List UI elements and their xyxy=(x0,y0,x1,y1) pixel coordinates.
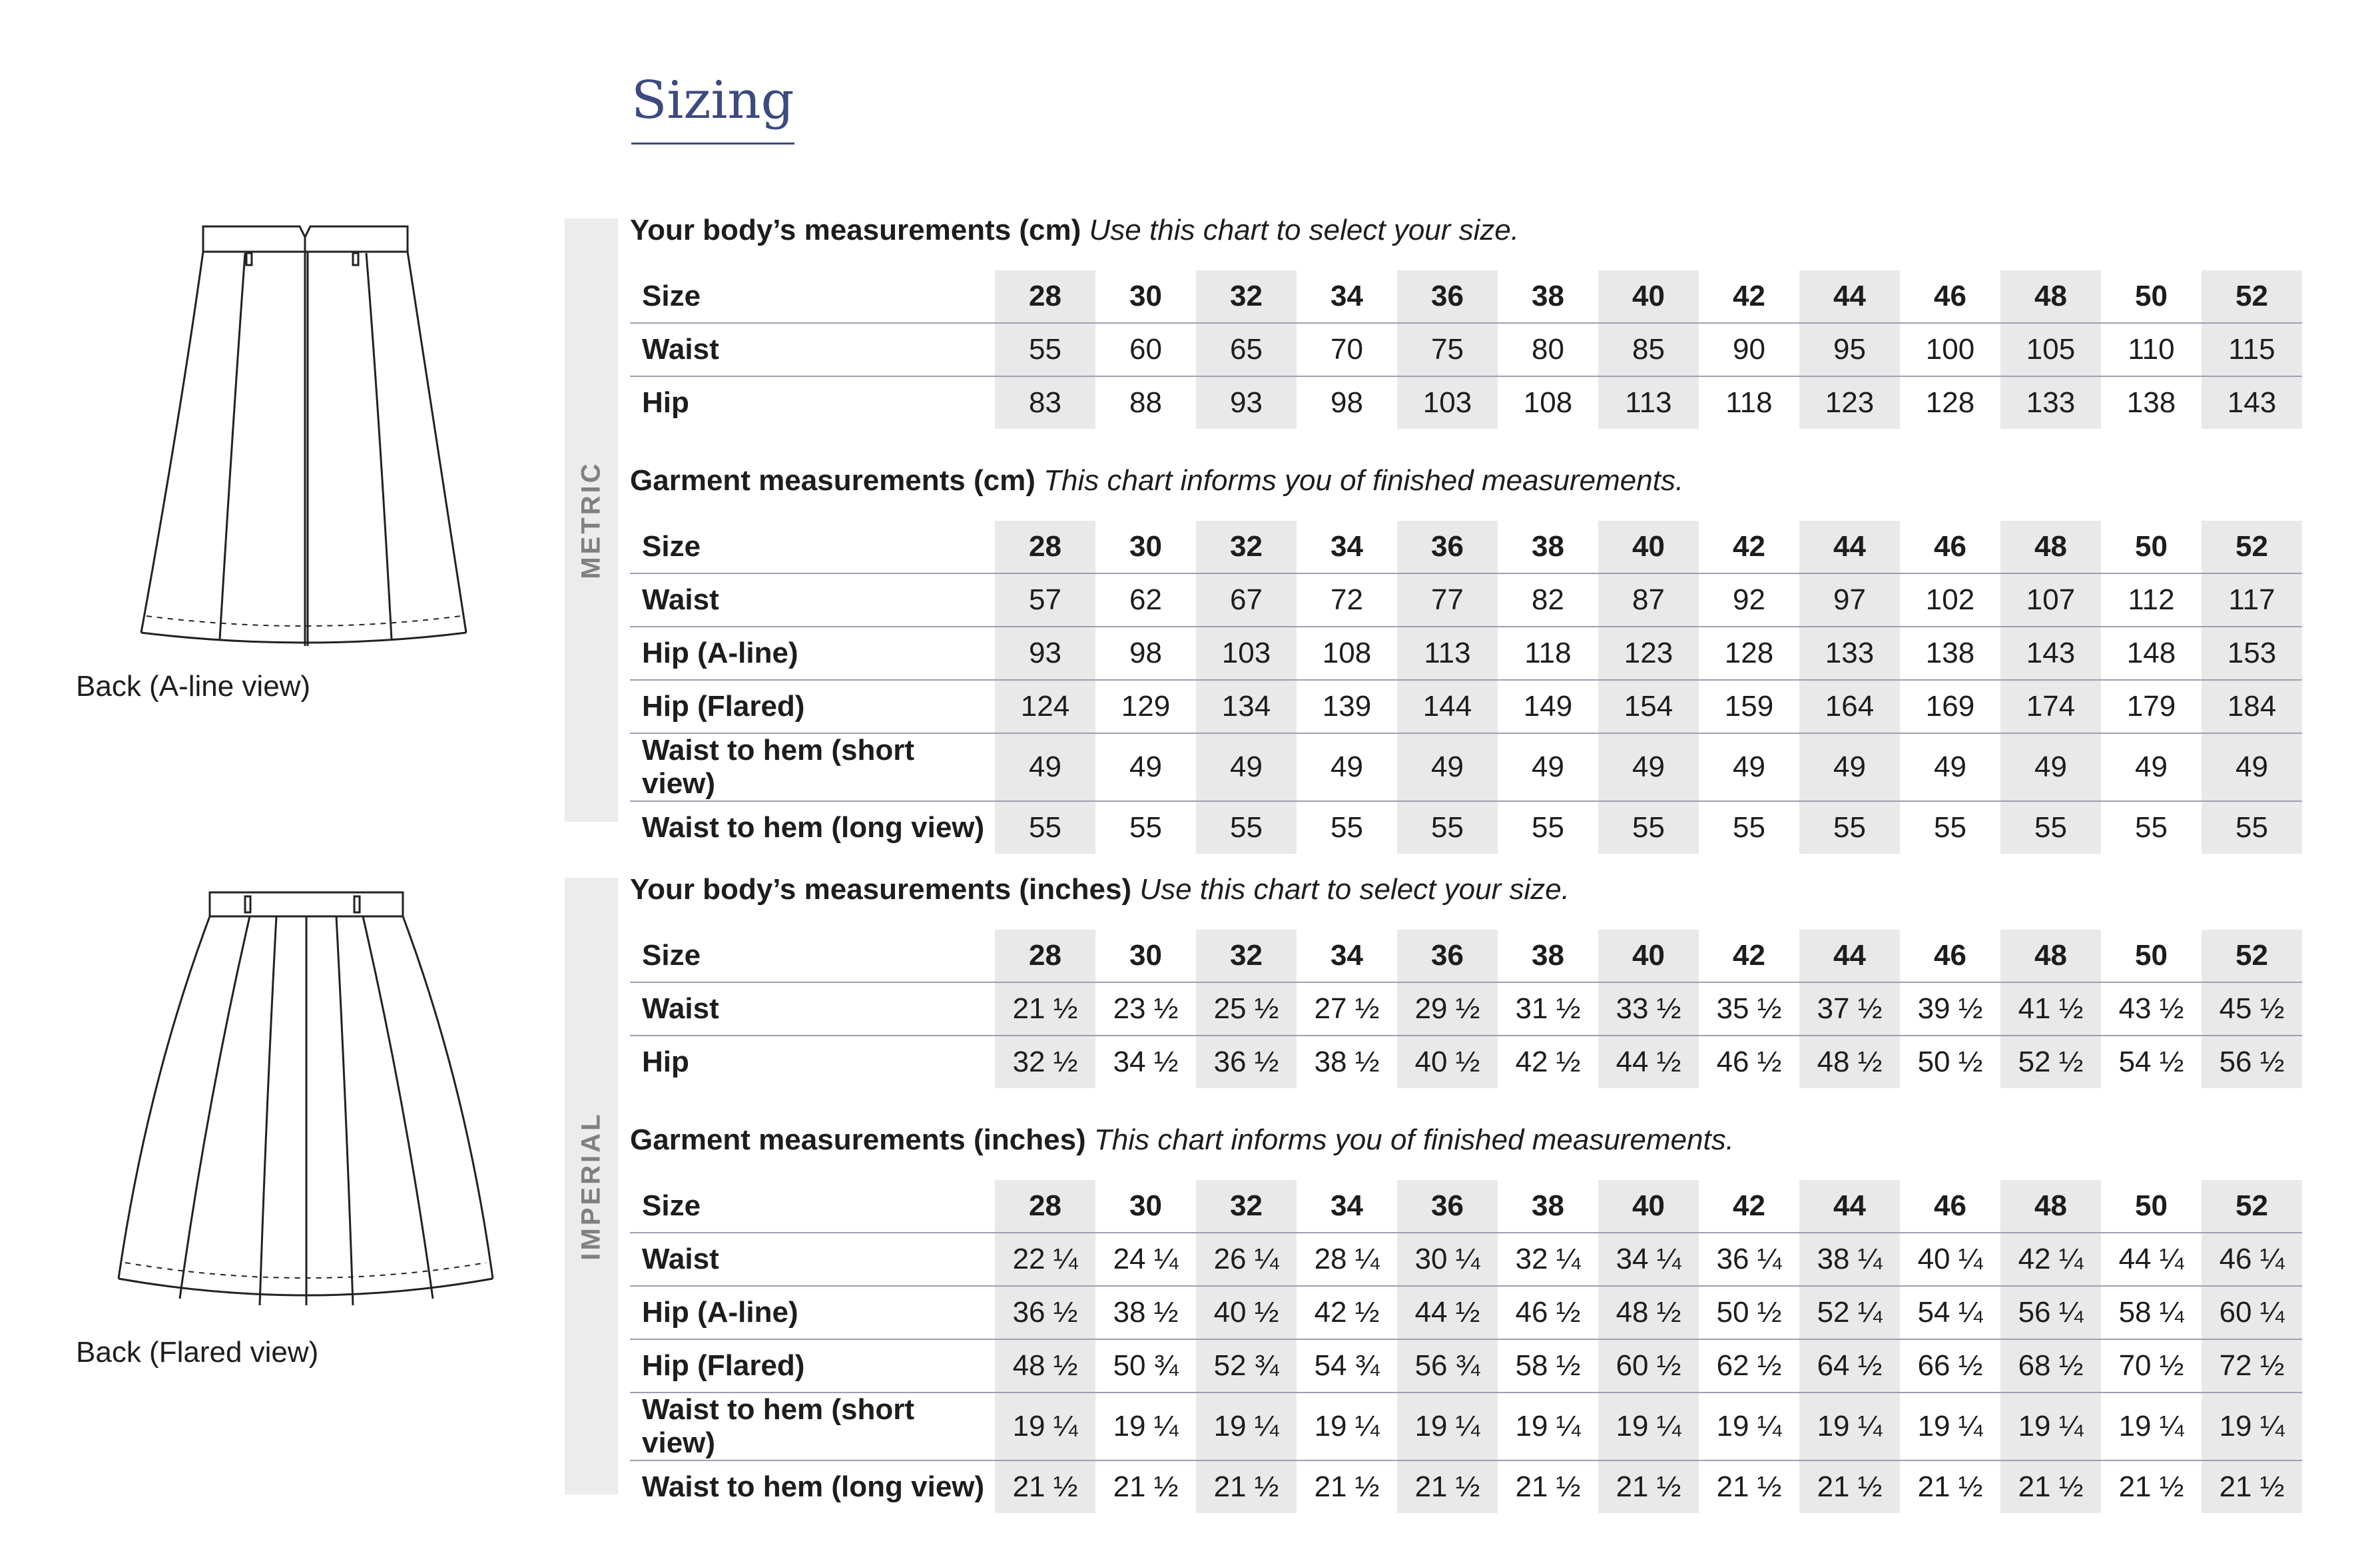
value-cell: 85 xyxy=(1598,323,1699,376)
value-cell: 21 ½ xyxy=(2000,1460,2101,1513)
value-cell: 46 ½ xyxy=(1716,1046,1782,1078)
value-cell: 50 ¾ xyxy=(1095,1339,1196,1393)
size-cell: 40 xyxy=(1598,1180,1699,1233)
value-cell: 34 ½ xyxy=(1113,1046,1179,1078)
row-label: Size xyxy=(630,930,995,982)
size-cell: 32 xyxy=(1196,270,1297,323)
value-cell: 36 ½ xyxy=(1196,1036,1297,1088)
section-body-cm xyxy=(630,213,2308,429)
value-cell: 102 xyxy=(1900,573,2000,627)
size-cell: 38 xyxy=(1498,521,1598,573)
row-label: Hip xyxy=(642,386,689,419)
value-cell: 55 xyxy=(1397,801,1498,854)
value-cell: 49 xyxy=(995,733,1095,801)
value-cell: 19 ¼ xyxy=(2101,1393,2202,1460)
value-cell: 56 ¾ xyxy=(1397,1339,1498,1393)
size-cell: 36 xyxy=(1397,521,1498,573)
value-cell: 65 xyxy=(1196,323,1297,376)
value-cell: 62 ½ xyxy=(1699,1339,1799,1393)
row-label: Hip (A-line) xyxy=(630,1286,995,1339)
size-cell: 48 xyxy=(2000,930,2101,982)
heading-italic-text: This chart informs you of finished measurements. xyxy=(1093,1123,1734,1156)
value-cell: 49 xyxy=(1498,733,1598,801)
value-cell: 19 ¼ xyxy=(1297,1393,1397,1460)
value-cell: 108 xyxy=(1297,627,1397,680)
size-cell: 38 xyxy=(1498,930,1598,982)
table-row xyxy=(630,1339,2302,1393)
value-cell: 19 ¼ xyxy=(1196,1393,1297,1460)
figure-caption-flared: Back (Flared view) xyxy=(76,1336,319,1369)
value-cell: 58 ¼ xyxy=(2101,1286,2202,1339)
value-cell: 46 ¼ xyxy=(2202,1233,2302,1286)
value-cell: 153 xyxy=(2202,627,2302,680)
value-cell: 108 xyxy=(1523,386,1573,419)
value-cell: 60 xyxy=(1095,323,1196,376)
value-cell: 54 ¼ xyxy=(1900,1286,2000,1339)
value-cell: 49 xyxy=(1095,733,1196,801)
row-label: Size xyxy=(630,521,995,573)
table-row xyxy=(630,376,2302,429)
metric-band xyxy=(565,218,618,822)
value-cell: 21 ½ xyxy=(1113,1470,1179,1503)
value-cell: 21 ½ xyxy=(2202,1460,2302,1513)
value-cell: 98 xyxy=(1331,386,1363,419)
value-cell: 80 xyxy=(1498,323,1598,376)
value-cell: 83 xyxy=(995,376,1095,429)
value-cell: 54 ¾ xyxy=(1297,1339,1397,1393)
value-cell: 42 ½ xyxy=(1515,1046,1581,1078)
value-cell: 28 ¼ xyxy=(1297,1233,1397,1286)
size-cell: 52 xyxy=(2202,521,2302,573)
size-cell: 30 xyxy=(1095,930,1196,982)
value-cell: 93 xyxy=(995,627,1095,680)
size-cell: 52 xyxy=(2202,930,2302,982)
value-cell: 19 ¼ xyxy=(2000,1393,2101,1460)
size-cell: 40 xyxy=(1598,930,1699,982)
size-cell: 48 xyxy=(2000,1180,2101,1233)
value-cell: 154 xyxy=(1598,680,1699,733)
size-cell: 48 xyxy=(2000,270,2101,323)
value-cell: 138 xyxy=(2126,386,2176,419)
value-cell: 118 xyxy=(1725,386,1773,419)
value-cell: 35 ½ xyxy=(1699,982,1799,1036)
size-cell: 44 xyxy=(1799,1180,1900,1233)
value-cell: 19 ¼ xyxy=(1900,1393,2000,1460)
row-label: Waist xyxy=(630,1233,995,1286)
value-cell: 29 ½ xyxy=(1397,982,1498,1036)
heading-bold-text: Garment measurements (inches) xyxy=(630,1123,1086,1156)
value-cell: 60 ¼ xyxy=(2202,1286,2302,1339)
value-cell: 112 xyxy=(2101,573,2202,627)
value-cell: 55 xyxy=(1799,801,1900,854)
value-cell: 133 xyxy=(1799,627,1900,680)
value-cell: 118 xyxy=(1498,627,1598,680)
value-cell: 49 xyxy=(2101,733,2202,801)
value-cell: 21 ½ xyxy=(995,1460,1095,1513)
value-cell: 30 ¼ xyxy=(1397,1233,1498,1286)
value-cell: 27 ½ xyxy=(1297,982,1397,1036)
size-cell: 34 xyxy=(1297,930,1397,982)
heading-bold-text: Your body’s measurements (inches) xyxy=(630,873,1132,906)
value-cell: 55 xyxy=(1532,811,1564,844)
value-cell: 55 xyxy=(1196,801,1297,854)
row-label: Waist xyxy=(630,573,995,627)
size-cell: 34 xyxy=(1297,270,1397,323)
value-cell: 56 ½ xyxy=(2202,1036,2302,1088)
table-row xyxy=(630,1286,2302,1339)
value-cell: 49 xyxy=(1799,733,1900,801)
size-cell: 40 xyxy=(1598,521,1699,573)
value-cell: 68 ½ xyxy=(2000,1339,2101,1393)
size-row xyxy=(630,1180,2302,1233)
value-cell: 52 ¼ xyxy=(1799,1286,1900,1339)
value-cell: 49 xyxy=(1196,733,1297,801)
value-cell: 38 ¼ xyxy=(1799,1233,1900,1286)
value-cell: 38 ½ xyxy=(1095,1286,1196,1339)
size-cell: 50 xyxy=(2101,521,2202,573)
value-cell: 159 xyxy=(1699,680,1799,733)
size-cell: 28 xyxy=(995,1180,1095,1233)
size-cell: 50 xyxy=(2101,270,2202,323)
value-cell: 55 xyxy=(1331,811,1363,844)
value-cell: 64 ½ xyxy=(1799,1339,1900,1393)
size-cell: 30 xyxy=(1095,521,1196,573)
row-label: Waist to hem (long view) xyxy=(642,811,985,844)
value-cell: 19 ¼ xyxy=(1799,1393,1900,1460)
value-cell: 55 xyxy=(2202,801,2302,854)
value-cell: 143 xyxy=(2000,627,2101,680)
value-cell: 55 xyxy=(1598,801,1699,854)
table-row xyxy=(630,982,2302,1036)
size-cell: 32 xyxy=(1196,521,1297,573)
size-cell: 32 xyxy=(1196,1180,1297,1233)
value-cell: 55 xyxy=(1733,811,1765,844)
value-cell: 50 ½ xyxy=(1699,1286,1799,1339)
size-cell: 52 xyxy=(2202,270,2302,323)
heading-bold-text: Garment measurements (cm) xyxy=(630,464,1036,497)
value-cell: 117 xyxy=(2202,573,2302,627)
value-cell: 105 xyxy=(2000,323,2101,376)
value-cell: 36 ¼ xyxy=(1699,1233,1799,1286)
measurement-table xyxy=(630,270,2302,429)
value-cell: 44 ¼ xyxy=(2101,1233,2202,1286)
value-cell: 75 xyxy=(1397,323,1498,376)
value-cell: 49 xyxy=(2000,733,2101,801)
size-cell: 36 xyxy=(1397,270,1498,323)
value-cell: 149 xyxy=(1498,680,1598,733)
metric-label: METRIC xyxy=(576,461,606,579)
value-cell: 55 xyxy=(1934,811,1966,844)
size-cell: 46 xyxy=(1900,270,2000,323)
size-cell: 50 xyxy=(2101,1180,2202,1233)
value-cell: 49 xyxy=(1397,733,1498,801)
imperial-label: IMPERIAL xyxy=(576,1111,606,1261)
table-row xyxy=(630,1393,2302,1460)
size-cell: 52 xyxy=(2202,1180,2302,1233)
value-cell: 77 xyxy=(1397,573,1498,627)
value-cell: 56 ¼ xyxy=(2000,1286,2101,1339)
value-cell: 48 ½ xyxy=(1799,1036,1900,1088)
size-cell: 28 xyxy=(995,930,1095,982)
size-cell: 38 xyxy=(1498,1180,1598,1233)
value-cell: 55 xyxy=(2000,801,2101,854)
value-cell: 179 xyxy=(2101,680,2202,733)
value-cell: 42 ¼ xyxy=(2000,1233,2101,1286)
value-cell: 144 xyxy=(1397,680,1498,733)
size-cell: 44 xyxy=(1799,521,1900,573)
value-cell: 48 ½ xyxy=(995,1339,1095,1393)
value-cell: 55 xyxy=(2135,811,2168,844)
value-cell: 103 xyxy=(1397,376,1498,429)
value-cell: 95 xyxy=(1799,323,1900,376)
value-cell: 19 ¼ xyxy=(1095,1393,1196,1460)
value-cell: 67 xyxy=(1196,573,1297,627)
row-label: Waist xyxy=(630,982,995,1036)
measurement-table xyxy=(630,521,2302,854)
value-cell: 19 ¼ xyxy=(1598,1393,1699,1460)
value-cell: 133 xyxy=(2000,376,2101,429)
value-cell: 174 xyxy=(2000,680,2101,733)
value-cell: 34 ¼ xyxy=(1598,1233,1699,1286)
value-cell: 52 ½ xyxy=(2000,1036,2101,1088)
size-row xyxy=(630,930,2302,982)
size-cell: 42 xyxy=(1699,521,1799,573)
table-row xyxy=(630,627,2302,680)
section-garment-cm xyxy=(630,464,2308,854)
value-cell: 23 ½ xyxy=(1095,982,1196,1036)
size-cell: 50 xyxy=(2101,930,2202,982)
value-cell: 87 xyxy=(1598,573,1699,627)
heading-italic-text: This chart informs you of finished measurements. xyxy=(1043,464,1684,497)
size-cell: 30 xyxy=(1095,1180,1196,1233)
page-title: Sizing xyxy=(631,75,794,145)
size-cell: 42 xyxy=(1699,270,1799,323)
value-cell: 115 xyxy=(2202,323,2302,376)
value-cell: 39 ½ xyxy=(1900,982,2000,1036)
size-cell: 32 xyxy=(1196,930,1297,982)
row-label: Hip (A-line) xyxy=(630,627,995,680)
value-cell: 21 ½ xyxy=(1598,1460,1699,1513)
value-cell: 123 xyxy=(1799,376,1900,429)
value-cell: 70 ½ xyxy=(2101,1339,2202,1393)
value-cell: 50 ½ xyxy=(1917,1046,1983,1078)
value-cell: 19 ¼ xyxy=(1699,1393,1799,1460)
value-cell: 37 ½ xyxy=(1799,982,1900,1036)
value-cell: 60 ½ xyxy=(1598,1339,1699,1393)
value-cell: 90 xyxy=(1699,323,1799,376)
size-cell: 42 xyxy=(1699,1180,1799,1233)
value-cell: 143 xyxy=(2202,376,2302,429)
measurement-table xyxy=(630,930,2302,1088)
size-cell: 34 xyxy=(1297,1180,1397,1233)
imperial-band xyxy=(565,878,618,1494)
size-cell: 46 xyxy=(1900,521,2000,573)
table-row xyxy=(630,733,2302,801)
row-label: Hip (Flared) xyxy=(630,1339,995,1393)
value-cell: 139 xyxy=(1297,680,1397,733)
value-cell: 46 ½ xyxy=(1498,1286,1598,1339)
value-cell: 21 ½ xyxy=(1917,1470,1983,1503)
row-label: Size xyxy=(630,270,995,323)
value-cell: 19 ¼ xyxy=(1498,1393,1598,1460)
value-cell: 148 xyxy=(2101,627,2202,680)
value-cell: 21 ½ xyxy=(1314,1470,1380,1503)
value-cell: 72 xyxy=(1297,573,1397,627)
size-cell: 48 xyxy=(2000,521,2101,573)
value-cell: 52 ¾ xyxy=(1196,1339,1297,1393)
value-cell: 55 xyxy=(995,323,1095,376)
table-row xyxy=(630,1460,2302,1513)
row-label: Size xyxy=(630,1180,995,1233)
size-cell: 44 xyxy=(1799,270,1900,323)
size-cell: 44 xyxy=(1799,930,1900,982)
value-cell: 107 xyxy=(2000,573,2101,627)
value-cell: 26 ¼ xyxy=(1196,1233,1297,1286)
value-cell: 138 xyxy=(1900,627,2000,680)
heading-italic-text: Use this chart to select your size. xyxy=(1139,873,1570,906)
value-cell: 88 xyxy=(1129,386,1162,419)
value-cell: 49 xyxy=(2202,733,2302,801)
row-label: Waist to hem (short view) xyxy=(630,733,995,801)
row-label: Hip xyxy=(642,1046,689,1078)
value-cell: 44 ½ xyxy=(1397,1286,1498,1339)
value-cell: 98 xyxy=(1095,627,1196,680)
value-cell: 70 xyxy=(1297,323,1397,376)
value-cell: 32 ¼ xyxy=(1498,1233,1598,1286)
size-cell: 42 xyxy=(1699,930,1799,982)
value-cell: 72 ½ xyxy=(2202,1339,2302,1393)
value-cell: 124 xyxy=(995,680,1095,733)
size-cell: 28 xyxy=(995,270,1095,323)
value-cell: 48 ½ xyxy=(1598,1286,1699,1339)
value-cell: 19 ¼ xyxy=(1397,1393,1498,1460)
row-label: Waist to hem (short view) xyxy=(630,1393,995,1460)
value-cell: 49 xyxy=(1699,733,1799,801)
size-row xyxy=(630,521,2302,573)
value-cell: 93 xyxy=(1196,376,1297,429)
value-cell: 169 xyxy=(1900,680,2000,733)
value-cell: 113 xyxy=(1397,627,1498,680)
size-cell: 36 xyxy=(1397,930,1498,982)
value-cell: 49 xyxy=(1598,733,1699,801)
value-cell: 134 xyxy=(1196,680,1297,733)
section-heading xyxy=(630,464,2308,503)
value-cell: 123 xyxy=(1598,627,1699,680)
heading-bold-text: Your body’s measurements (cm) xyxy=(630,214,1081,246)
value-cell: 21 ½ xyxy=(1196,1460,1297,1513)
table-row xyxy=(630,680,2302,733)
value-cell: 57 xyxy=(995,573,1095,627)
value-cell: 21 ½ xyxy=(1799,1460,1900,1513)
value-cell: 44 ½ xyxy=(1598,1036,1699,1088)
value-cell: 40 ½ xyxy=(1196,1286,1297,1339)
size-cell: 36 xyxy=(1397,1180,1498,1233)
table-row xyxy=(630,801,2302,854)
row-label: Waist xyxy=(630,323,995,376)
value-cell: 103 xyxy=(1196,627,1297,680)
value-cell: 49 xyxy=(1900,733,2000,801)
value-cell: 22 ¼ xyxy=(995,1233,1095,1286)
value-cell: 129 xyxy=(1095,680,1196,733)
size-cell: 46 xyxy=(1900,1180,2000,1233)
section-heading xyxy=(630,1123,2308,1163)
size-cell: 46 xyxy=(1900,930,2000,982)
value-cell: 97 xyxy=(1799,573,1900,627)
value-cell: 55 xyxy=(1129,811,1162,844)
value-cell: 21 ½ xyxy=(2118,1470,2184,1503)
value-cell: 43 ½ xyxy=(2101,982,2202,1036)
table-row xyxy=(630,1036,2302,1088)
value-cell: 164 xyxy=(1799,680,1900,733)
value-cell: 41 ½ xyxy=(2000,982,2101,1036)
value-cell: 19 ¼ xyxy=(2202,1393,2302,1460)
value-cell: 184 xyxy=(2202,680,2302,733)
value-cell: 19 ¼ xyxy=(995,1393,1095,1460)
row-label: Hip (Flared) xyxy=(630,680,995,733)
size-cell: 38 xyxy=(1498,270,1598,323)
size-cell: 34 xyxy=(1297,521,1397,573)
heading-italic-text: Use this chart to select your size. xyxy=(1089,214,1520,246)
measurement-table xyxy=(630,1180,2302,1513)
table-row xyxy=(630,1233,2302,1286)
value-cell: 40 ½ xyxy=(1397,1036,1498,1088)
value-cell: 92 xyxy=(1699,573,1799,627)
value-cell: 58 ½ xyxy=(1498,1339,1598,1393)
table-row xyxy=(630,323,2302,376)
value-cell: 32 ½ xyxy=(995,1036,1095,1088)
value-cell: 54 ½ xyxy=(2118,1046,2184,1078)
value-cell: 113 xyxy=(1598,376,1699,429)
section-heading xyxy=(630,872,2308,912)
value-cell: 100 xyxy=(1900,323,2000,376)
value-cell: 62 xyxy=(1095,573,1196,627)
skirt-a-line-back-illustration xyxy=(133,220,479,646)
value-cell: 42 ½ xyxy=(1297,1286,1397,1339)
section-heading xyxy=(630,213,2308,253)
value-cell: 40 ¼ xyxy=(1900,1233,2000,1286)
value-cell: 55 xyxy=(995,801,1095,854)
skirt-flared-back-illustration xyxy=(107,886,506,1312)
size-cell: 28 xyxy=(995,521,1095,573)
value-cell: 36 ½ xyxy=(995,1286,1095,1339)
value-cell: 128 xyxy=(1699,627,1799,680)
value-cell: 110 xyxy=(2101,323,2202,376)
value-cell: 33 ½ xyxy=(1598,982,1699,1036)
value-cell: 128 xyxy=(1925,386,1975,419)
value-cell: 21 ½ xyxy=(995,982,1095,1036)
value-cell: 21 ½ xyxy=(1397,1460,1498,1513)
section-garment-inches xyxy=(630,1123,2308,1513)
figure-caption-a-line: Back (A-line view) xyxy=(76,670,311,703)
table-row xyxy=(630,573,2302,627)
value-cell: 31 ½ xyxy=(1498,982,1598,1036)
value-cell: 66 ½ xyxy=(1900,1339,2000,1393)
size-cell: 30 xyxy=(1095,270,1196,323)
value-cell: 21 ½ xyxy=(1515,1470,1581,1503)
size-cell: 40 xyxy=(1598,270,1699,323)
value-cell: 24 ¼ xyxy=(1095,1233,1196,1286)
value-cell: 21 ½ xyxy=(1716,1470,1782,1503)
section-body-inches xyxy=(630,872,2308,1088)
value-cell: 45 ½ xyxy=(2202,982,2302,1036)
value-cell: 38 ½ xyxy=(1314,1046,1380,1078)
row-label: Waist to hem (long view) xyxy=(642,1470,985,1503)
size-row xyxy=(630,270,2302,323)
value-cell: 82 xyxy=(1498,573,1598,627)
value-cell: 49 xyxy=(1297,733,1397,801)
value-cell: 25 ½ xyxy=(1196,982,1297,1036)
